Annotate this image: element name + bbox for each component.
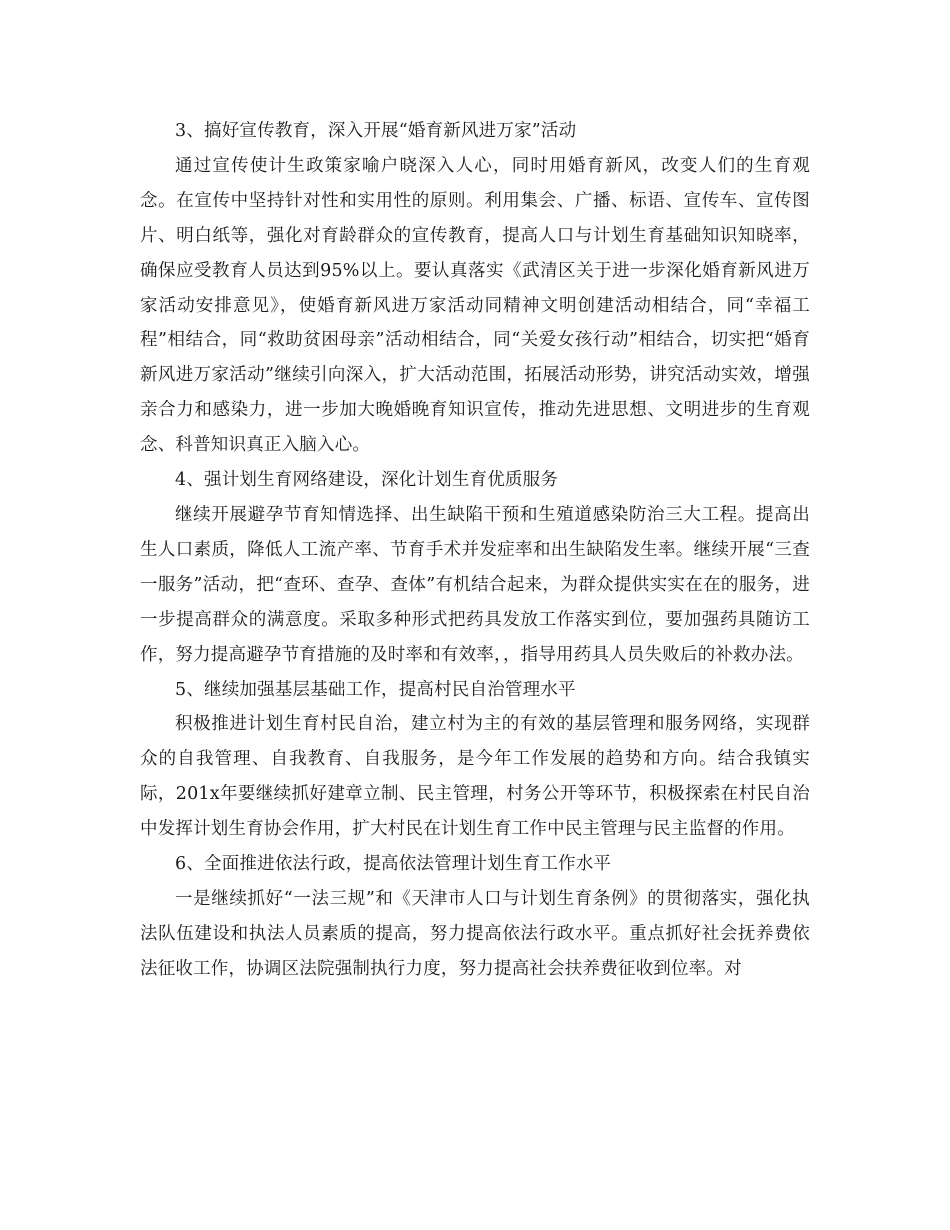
section-4-heading: 4、强计划生育网络建设，深化计划生育优质服务: [175, 470, 559, 491]
section-4-paragraph: 继续开展避孕节育知情选择、出生缺陷干预和生殖道感染防治三大工程。提高出生人口素质，降低人工流产率、节育手术并发症率和出生缺陷发生率。继续开展“三查一服务”活动，把“查环、查孕、查体”有机结合起来，为群众提供实实在在的服务，进一步提高群众的满意度。采取多种形式把药具发放工作落实到位，要加强药具随访工作，努力提高避孕节育措施的及时率和有效率，，指导用药具人员失败后的补救办法。: [140, 504, 810, 665]
section-3-heading: 3、搞好宣传教育，深入开展“婚育新风进万家”活动: [175, 121, 577, 141]
section-6-paragraph: 一是继续抓好“一法三规”和《天津市人口与计划生育条例》的贯彻落实，强化执法队伍建设和执法人员素质的提高，努力提高依法行政水平。重点抓好社会抚养费依法征收工作，协调区法院强制执行力度，努力提高社会扶养费征收到位率。对: [140, 888, 810, 979]
section-3-paragraph: 通过宣传使计生政策家喻户晓深入人心，同时用婚育新风，改变人们的生育观念。在宣传中坚持针对性和实用性的原则。利用集会、广播、标语、宣传车、宣传图片、明白纸等，强化对育龄群众的宣传教育，提高人口与计划生育基础知识知晓率，确保应受教育人员达到95%以上。要认真落实《武清区关于进一步深化婚育新风进万家活动安排意见》，使婚育新风进万家活动同精神文明创建活动相结合，同“幸福工程”相结合，同“救助贫困母亲”活动相结合，同“关爱女孩行动”相结合，切实把“婚育新风进万家活动”继续引向深入，扩大活动范围，拓展活动形势，讲究活动实效，增强亲合力和感染力，进一步加大晚婚晚育知识宣传，推动先进思想、文明进步的生育观念、科普知识真正入脑入心。: [140, 155, 810, 456]
section-5-paragraph: 积极推进计划生育村民自治，建立村为主的有效的基层管理和服务网络，实现群众的自我管理、自我教育、自我服务，是今年工作发展的趋势和方向。结合我镇实际，201x年要继续抓好建章立制、民主管理，村务公开等环节，积极探索在村民自治中发挥计划生育协会作用，扩大村民在计划生育工作中民主管理与民主监督的作用。: [140, 714, 810, 840]
document-body: [140, 114, 810, 987]
section-6-heading: 6、全面推进依法行政，提高依法管理计划生育工作水平: [175, 854, 612, 875]
section-5-heading: 5、继续加强基层基础工作，提高村民自治管理水平: [175, 679, 576, 700]
